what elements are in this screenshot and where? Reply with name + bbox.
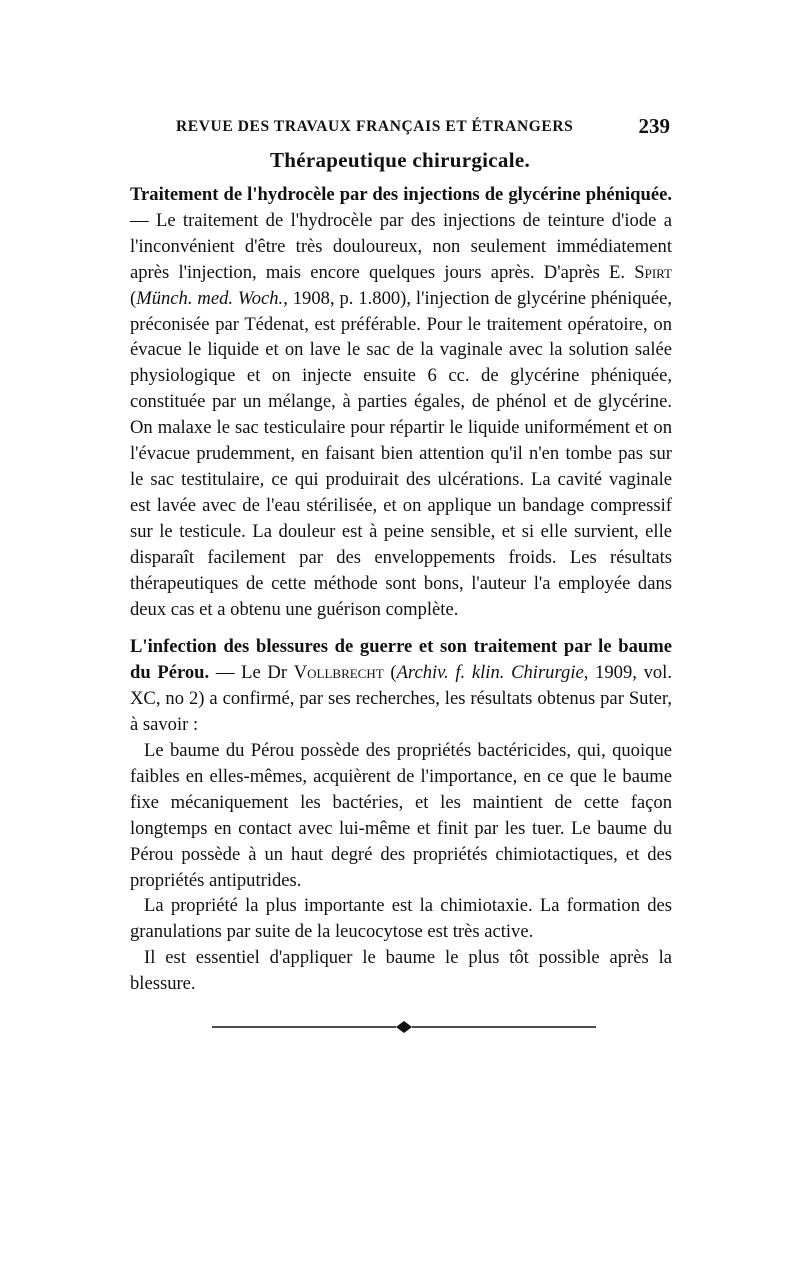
article2-source: Archiv. f. klin. Chirurgie xyxy=(396,662,584,684)
article2-title: L'infection des blessures de guerre et son traitement par le baume du Pérou. xyxy=(130,636,672,684)
article1-title: Traitement de l'hydrocèle par des injections de glycérine phéniquée. xyxy=(130,184,672,205)
section-divider xyxy=(212,1020,596,1034)
article2-paragraph-4: Il est essentiel d'appliquer le baume le plus tôt possible après la blessure. xyxy=(130,947,672,995)
article1-text-b: ( xyxy=(130,287,137,309)
section-title: Thérapeutique chirurgicale. xyxy=(269,148,531,172)
divider-diamond-ornament xyxy=(396,1021,412,1033)
page-header xyxy=(176,114,672,142)
article1-text-c: , 1908, p. 1.800), l'injection de glycérine phéniquée, préconisée par Tédenat, est préférable. Pour le traitement opératoire, on évacue le liquide et on lave le sac de la vaginale avec la solution salée physiologique et on injecte ensuite 6 cc. de glycérine phéniquée, constituée par un mélange, à parties égales, de phénol et de glycérine. On malaxe le sac testiculaire pour répartir le liquide uniformément et on l'évacue prudemment, en faisant bien attention qu'il n'en tombe pas sur le sac testitulaire, ce qui produirait des ulcérations. La cavité vaginale est lavée avec de l'eau stérilisée, et on applique un bandage compressif sur le testicule. La douleur est à peine sensible, et si elle survient, elle disparaît facilement par des enveloppements froids. Les résultats thérapeutiques de cette méthode sont bons, l'auteur l'a employée dans deux cas et a obtenu une guérison complète. xyxy=(130,287,672,620)
article2-paragraph-2: Le baume du Pérou possède des propriétés bactéricides, qui, quoique faibles en elles-mêmes, acquièrent de l'importance, en ce que le baume fixe mécaniquement les bactéries, et les maintient de cette façon longtemps en contact avec lui-même et finit par les tuer. Le baume du Pérou possède à un haut degré des propriétés chimiotactiques, et des propriétés antiputrides. xyxy=(130,740,672,891)
article1-author: Spirt xyxy=(634,261,672,283)
article1-paragraph xyxy=(130,182,672,622)
article1-source: Münch. med. Woch. xyxy=(136,287,284,309)
article2-text-b: ( xyxy=(383,662,397,684)
article2-text-c: , 1909, vol. XC, no 2) a confirmé, par ses recherches, les résultats obtenus par Suter, à savoir : xyxy=(130,662,672,736)
article2-paragraph-3: La propriété la plus importante est la chimiotaxie. La formation des granulations par suite de la leucocytose est très active. xyxy=(130,895,672,943)
page-number: 239 xyxy=(638,114,670,138)
article-body xyxy=(130,182,672,997)
article2-author: Vollbrecht xyxy=(293,662,384,684)
article2-text-a: — Le Dr xyxy=(209,662,294,684)
running-head: REVUE DES TRAVAUX FRANÇAIS ET ÉTRANGERS xyxy=(176,118,574,135)
article1-text-a: — Le traitement de l'hydrocèle par des injections de teinture d'iode a l'inconvénient d'être très douloureux, non seulement immédiatement après l'injection, mais encore quelques jours après. D'après E. xyxy=(130,209,672,283)
article2-paragraph xyxy=(130,634,672,738)
